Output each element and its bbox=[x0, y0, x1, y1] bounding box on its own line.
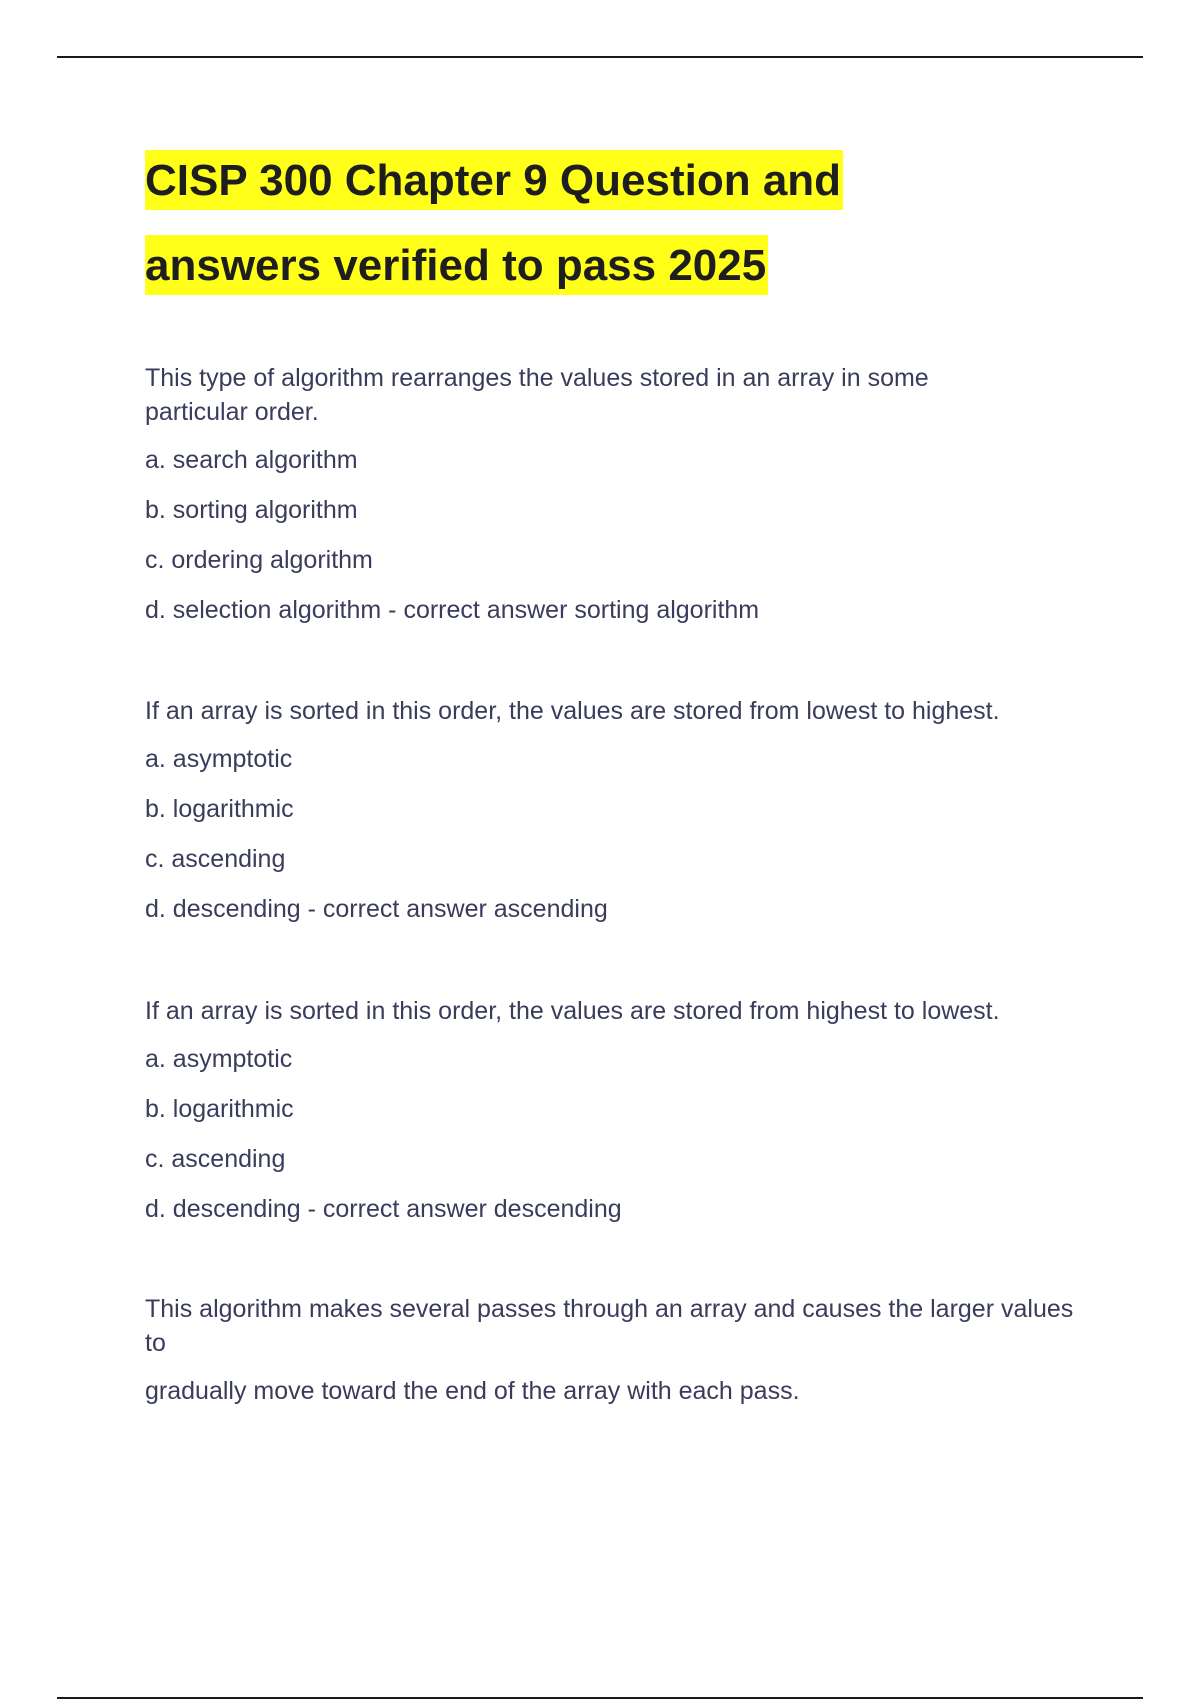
question-block-2 bbox=[145, 694, 1105, 926]
answer-option: d. descending - correct answer descending bbox=[145, 1195, 622, 1223]
answer-option: b. logarithmic bbox=[145, 1095, 294, 1123]
answer-option: c. ascending bbox=[145, 1145, 286, 1173]
question-text: This algorithm makes several passes through an array and causes the larger values to bbox=[145, 1295, 1074, 1357]
question-block-3 bbox=[145, 994, 1105, 1226]
question-block-4 bbox=[145, 1292, 1075, 1408]
answer-option: a. asymptotic bbox=[145, 745, 293, 773]
answer-option: a. asymptotic bbox=[145, 1045, 293, 1073]
answer-option: b. sorting algorithm bbox=[145, 496, 358, 524]
document-title bbox=[145, 138, 1105, 308]
footer-rule bbox=[57, 1697, 1143, 1699]
answer-option: a. search algorithm bbox=[145, 446, 358, 474]
answer-option: d. descending - correct answer ascending bbox=[145, 895, 608, 923]
title-line-1: CISP 300 Chapter 9 Question and bbox=[145, 150, 843, 210]
question-text: This type of algorithm rearranges the values stored in an array in some particular order. bbox=[145, 364, 929, 426]
question-text: If an array is sorted in this order, the values are stored from lowest to highest. bbox=[145, 697, 1000, 725]
answer-option: d. selection algorithm - correct answer sorting algorithm bbox=[145, 596, 760, 624]
question-text: If an array is sorted in this order, the values are stored from highest to lowest. bbox=[145, 997, 1000, 1025]
document-body bbox=[145, 138, 1105, 1405]
question-continuation: gradually move toward the end of the array with each pass. bbox=[145, 1377, 800, 1405]
answer-option: c. ascending bbox=[145, 845, 286, 873]
answer-option: c. ordering algorithm bbox=[145, 546, 373, 574]
title-line-2: answers verified to pass 2025 bbox=[145, 235, 768, 295]
question-block-1 bbox=[145, 361, 945, 627]
answer-option: b. logarithmic bbox=[145, 795, 294, 823]
header-rule bbox=[57, 56, 1143, 58]
